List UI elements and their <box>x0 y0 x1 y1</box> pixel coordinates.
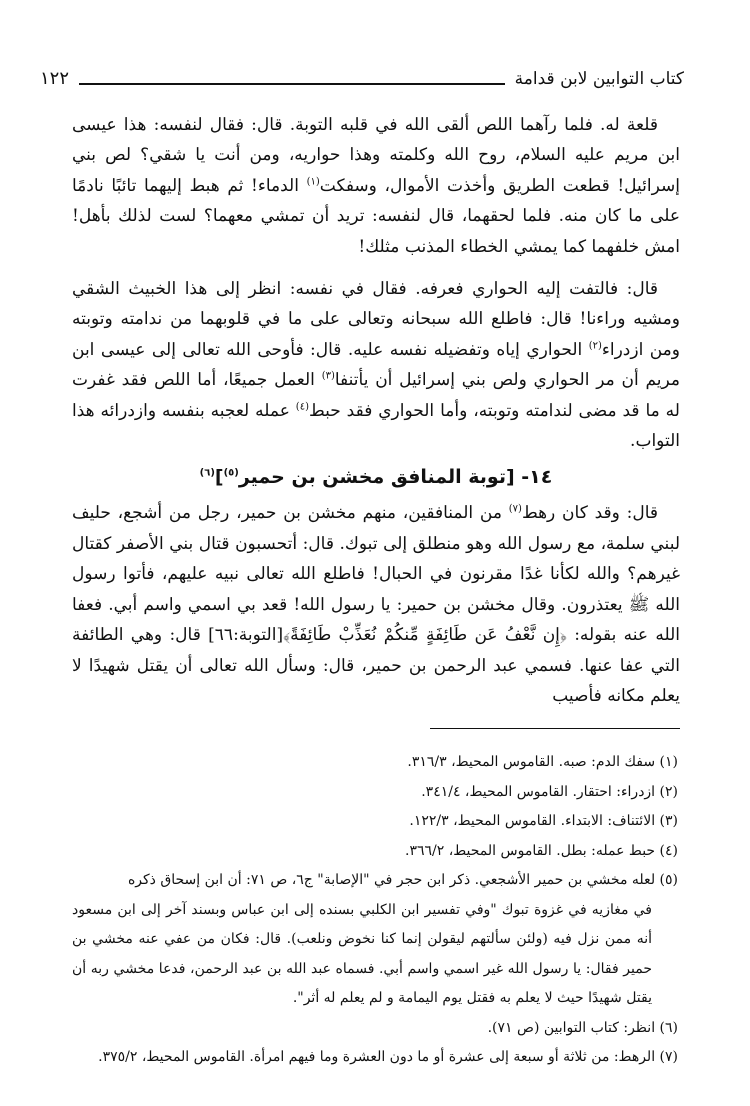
footnote-ref-2: (٢) <box>588 340 602 352</box>
section-heading-bracket: ] <box>214 466 224 489</box>
paragraph-2-text-c: العمل جميعًا، أما اللص فقد غفرت له ما قد مضى لندامته وتوبته، وأما الحواري فقد حبط <box>72 370 680 421</box>
section-heading <box>72 460 680 494</box>
footnote-ref-4: (٤) <box>295 401 309 412</box>
footnote-5-line-1: (٥) لعله مخشي بن حمير الأشجعي. ذكر ابن حجر في "الإصابة" ج٦، ص ٧١: أن ابن إسحاق ذكره <box>127 872 678 888</box>
paragraph-1 <box>72 110 680 262</box>
footnote-ref-1: (١) <box>306 176 320 188</box>
header-rule <box>79 83 505 85</box>
paragraph-2-text-b: الحواري إياه وتفضيله نفسه عليه. قال: فأوحى الله تعالى إلى عيسى ابن مريم أن مر الحواري ولص بني إسرائيل أن يأتنفا <box>72 339 681 391</box>
page-number: ١٢٢ <box>40 68 70 89</box>
footnote-separator <box>430 728 680 729</box>
footnote-ref-5: (٥) <box>223 468 239 480</box>
paragraph-2-text-a: قال: فالتفت إليه الحواري فعرفه. فقال في نفسه: انظر إلى هذا الخبيث الشقي ومشيه وراءنا! قال: فاطلع الله سبحانه وتعالى على ما في قلوبهما من ندامته وتوبته ومن ازدراء <box>72 279 681 360</box>
footnote-ref-3: (٣) <box>321 370 335 382</box>
section-heading-text: ١٤- [توبة المنافق مخشن بن حمير <box>238 466 553 489</box>
paragraph-2-text-d: عمله لعجبه بنفسه وازدرائه هذا التواب. <box>72 400 680 452</box>
footnote-7: (٧) الرهط: من ثلاثة أو سبعة إلى عشرة أو ما دون العشرة وما فيهم امرأة. القاموس المحيط، ٣٧٥/٢. <box>98 1049 678 1065</box>
paragraph-1-text-a: قلعة له. فلما رآهما اللص ألقى الله في قلبه التوبة. قال: فقال لنفسه: هذا عيسى ابن مريم عليه السلام، روح الله وكلمته وهذا حواريه، ومن أنت يا شقي؟ لص بني إسرائيل! قطعت الطريق وأخذت الأموال، وسفكت <box>72 115 680 196</box>
footnote-2: (٢) ازدراء: احتقار. القاموس المحيط، ٣٤١/٤. <box>421 783 678 800</box>
paragraph-3-text-b: من المنافقين، منهم مخشن بن حمير، رجل من أشجع، حليف لبني سلمة، مع رسول الله وهو منطلق إلى تبوك. قال: أتحسبون قتال بني الأصفر كقتال غيرهم؟ والله لكأنا غدًا مقرنون في الحبال! فاطلع الله تعالى نبيه عليهم، فأتوا رسول الله ﷺ يعتذرون. وقال مخشن بن حمير: يا رسول الله! قعد بي اسمي واسم أبي. فعفا الله عنه بقوله: ﴿إِن نَّعْفُ عَن طَائِفَةٍ مِّنكُمْ نُعَذِّبْ طَائِفَةً﴾[التوبة:٦٦] قال: وهي الطائفة التي عفا عنها. فسمي عبد الرحمن بن حمير، قال: وسأل الله تعالى أن يقتل شهيدًا لا يعلم مكانه فأصيب <box>72 503 681 706</box>
paragraph-3 <box>72 498 680 711</box>
footnote-ref-7: (٧) <box>508 503 522 515</box>
footnote-3: (٣) الائتناف: الابتداء. القاموس المحيط، ١٢٢/٣. <box>409 813 678 829</box>
paragraph-1-text-b: الدماء! ثم هبط إليهما تائبًا نادمًا على ما كان منه. فلما لحقهما، قال لنفسه: تريد أن تمشي معهما؟ لست لذلك بأهل! امش خلفهما كما يمشي الخطاء المذنب مثلك! <box>72 175 680 257</box>
footnote-4: (٤) حبط عمله: بطل. القاموس المحيط، ٣٦٦/٢. <box>405 842 678 859</box>
footnote-6: (٦) انظر: كتاب التوابين (ص ٧١). <box>487 1019 678 1036</box>
paragraph-2 <box>72 274 680 456</box>
book-title: كتاب التوابين لابن قدامة <box>514 69 684 89</box>
footnotes <box>72 748 678 1073</box>
footnote-5-body: في مغازيه في غزوة تبوك "وفي تفسير ابن الكلبي بسنده إلى ابن عباس وبسند آخر إلى ابن مسعود أنه ممن نزل فيه (ولئن سألتهم ليقولن إنما كنا نخوض ونلعب). قال: فكان من عفي عنه مخشي بن حمير فقال: يا رسول الله غير اسمي واسم أبي. فسماه عبد الله بن عبد الرحمن، فدعا مخشي ربه أن يقتل شهيدًا حيث لا يعلم به فقتل يوم اليمامة و لم يعلم له أثر". <box>72 901 652 1006</box>
paragraph-3-text-a: قال: وقد كان رهط <box>521 503 658 524</box>
running-header <box>40 58 684 88</box>
footnote-1: (١) سفك الدم: صبه. القاموس المحيط، ٣١٦/٣. <box>407 754 678 770</box>
main-text <box>72 110 680 711</box>
footnote-ref-6: (٦) <box>199 468 215 480</box>
